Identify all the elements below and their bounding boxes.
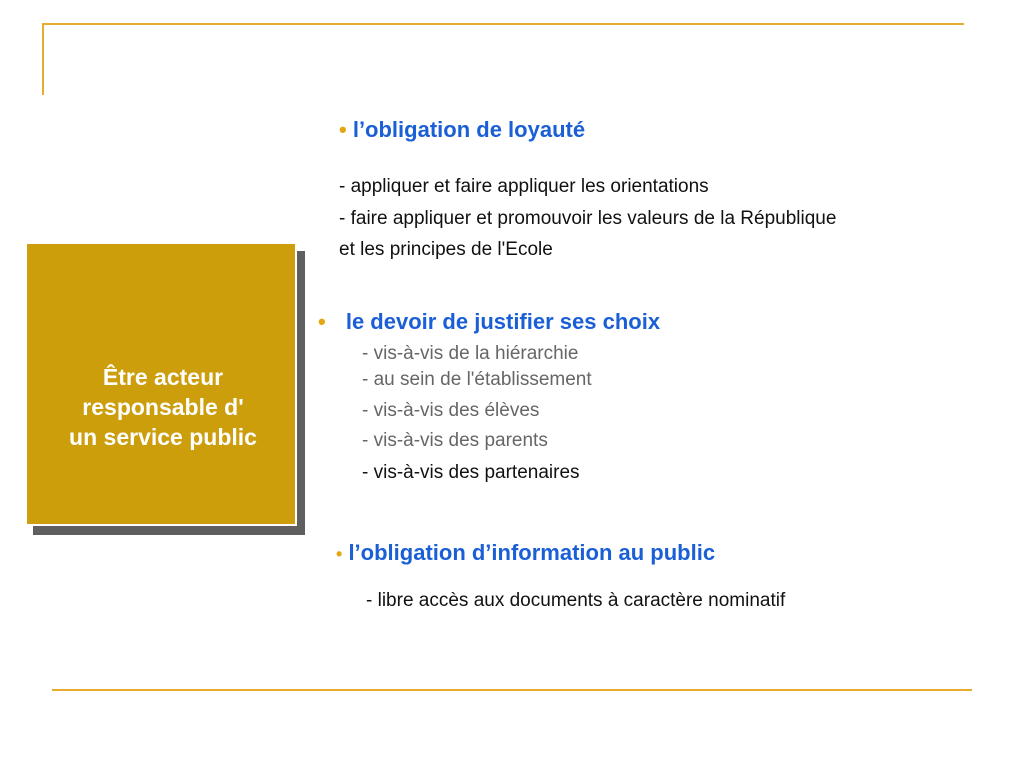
section1-line-2: - faire appliquer et promouvoir les valeurs de la République [339, 208, 837, 229]
section2-item: - vis-à-vis des partenaires [362, 462, 580, 483]
title-line-3: un service public [69, 424, 257, 450]
title-line-1: Être acteur [102, 364, 224, 390]
section1-heading: l’obligation de loyauté [352, 117, 586, 142]
section2-heading: le devoir de justifier ses choix [345, 309, 661, 334]
section3-line-1: - libre accès aux documents à caractère nominatif [366, 590, 786, 611]
section2-item: - vis-à-vis des parents [362, 430, 548, 451]
title-box [25, 242, 297, 526]
frame-bottom-rule [52, 689, 972, 691]
section2-bullet-icon: • [318, 309, 326, 334]
section2-item: - au sein de l'établissement [362, 369, 592, 390]
section3-heading-row [336, 540, 715, 566]
title-line-2: responsable d' [82, 394, 244, 420]
section1-line-1: - appliquer et faire appliquer les orientations [339, 176, 709, 197]
section2-item: - vis-à-vis des élèves [362, 400, 540, 421]
section1-bullet-icon: • [339, 117, 347, 142]
frame-top-rule [42, 23, 964, 25]
section3-bullet-icon: • [336, 544, 343, 564]
section1-heading-row [339, 117, 585, 143]
section2-item: - vis-à-vis de la hiérarchie [362, 343, 579, 364]
title-box-text [27, 362, 299, 452]
frame-left-rule [42, 23, 44, 95]
section1-line-3: et les principes de l'Ecole [339, 239, 553, 260]
section3-heading: l’obligation d’information au public [348, 540, 716, 565]
section2-heading-row [318, 309, 660, 335]
